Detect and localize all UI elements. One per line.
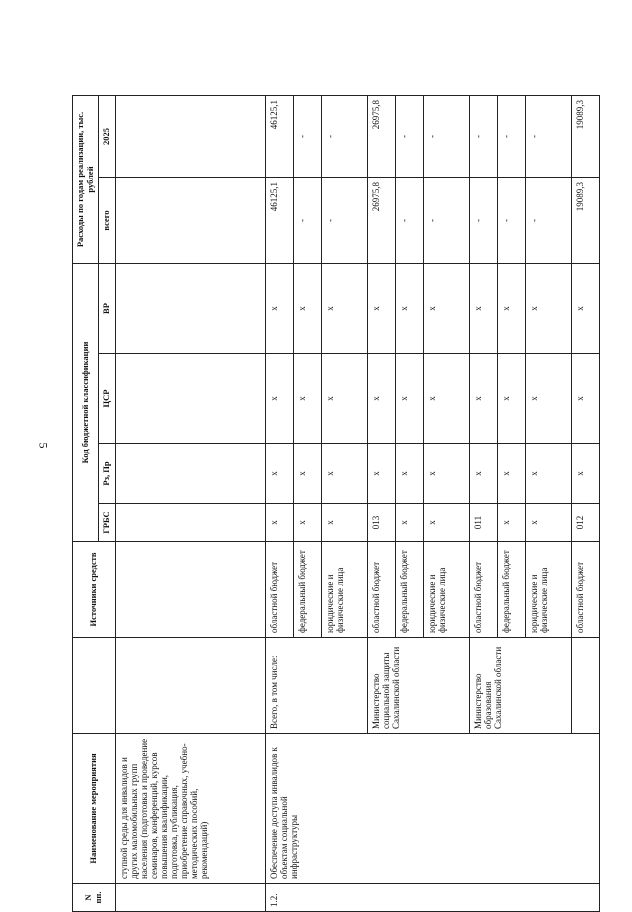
year-cell: 26975,8 xyxy=(367,96,395,178)
rotated-page xyxy=(72,100,632,912)
vr-cell: х xyxy=(293,264,321,354)
vr-cell: х xyxy=(322,264,367,354)
vr-cell: х xyxy=(424,264,469,354)
header-total: всего xyxy=(99,178,116,264)
year-cell: 19089,3 xyxy=(571,96,600,178)
header-source: Источники средств xyxy=(73,542,116,638)
grbs-cell: х xyxy=(424,504,469,542)
csr-cell: х xyxy=(497,354,525,444)
total-cell: 26975,8 xyxy=(367,178,395,264)
grbs-cell: х xyxy=(293,504,321,542)
vr-cell: х xyxy=(571,264,600,354)
rzpr-cell: х xyxy=(424,444,469,504)
grbs-cell: х xyxy=(322,504,367,542)
cont-num-cell xyxy=(115,884,265,912)
year-cell: - xyxy=(395,96,423,178)
header-vr: ВР xyxy=(99,264,116,354)
total-cell: - xyxy=(497,178,525,264)
source-cell: федеральный бюджет xyxy=(497,542,525,638)
grbs-cell: 013 xyxy=(367,504,395,542)
source-cell: областной бюджет xyxy=(571,542,600,638)
csr-cell: х xyxy=(424,354,469,444)
table-row xyxy=(265,96,293,912)
document-page xyxy=(72,96,600,912)
grbs-cell: х xyxy=(497,504,525,542)
vr-cell: х xyxy=(367,264,395,354)
year-cell: - xyxy=(497,96,525,178)
grbs-cell: х xyxy=(395,504,423,542)
rzpr-cell: х xyxy=(265,444,293,504)
total-cell: - xyxy=(293,178,321,264)
grbs-cell: 011 xyxy=(469,504,497,542)
total-cell: - xyxy=(469,178,497,264)
total-cell: - xyxy=(424,178,469,264)
page-number: 5 xyxy=(36,442,51,449)
source-cell: федеральный бюджет xyxy=(293,542,321,638)
rzpr-cell: х xyxy=(322,444,367,504)
csr-cell: х xyxy=(265,354,293,444)
source-cell: областной бюджет xyxy=(469,542,497,638)
csr-cell: х xyxy=(322,354,367,444)
header-rzpr: Рз, Пр xyxy=(99,444,116,504)
rzpr-cell: х xyxy=(395,444,423,504)
item-event: Обеспечение доступа инвалидов к объектам социальной инфраструктуры xyxy=(265,734,599,884)
csr-cell: х xyxy=(571,354,600,444)
cont-event-cell: ступной среды для инвалидов и других маломобильных групп населения (подготовка и проведение семинаров, конференций, курсов повышения квалификации, подготовка, публикация, приобретение справочных, учебно-методических пособий, рекомендаций) xyxy=(115,734,265,884)
source-cell: областной бюджет xyxy=(367,542,395,638)
vr-cell: х xyxy=(469,264,497,354)
total-cell: 19089,3 xyxy=(571,178,600,264)
csr-cell: х xyxy=(469,354,497,444)
grbs-cell: 012 xyxy=(571,504,600,542)
header-csr: ЦСР xyxy=(99,354,116,444)
header-event: Наименование мероприятия xyxy=(73,734,116,884)
source-cell: юридические и физические лица xyxy=(424,542,469,638)
rzpr-cell: х xyxy=(526,444,571,504)
rzpr-cell: х xyxy=(497,444,525,504)
year-cell: - xyxy=(293,96,321,178)
vr-cell: х xyxy=(265,264,293,354)
vr-cell: х xyxy=(395,264,423,354)
executor-cell xyxy=(571,638,600,734)
source-cell: юридические и физические лица xyxy=(526,542,571,638)
header-row-1 xyxy=(73,96,99,912)
header-year: 2025 xyxy=(99,96,116,178)
executor-cell: Министерство социальной защиты Сахалинской области xyxy=(367,638,469,734)
executor-cell: Министерство образования Сахалинской области xyxy=(469,638,571,734)
csr-cell: х xyxy=(526,354,571,444)
year-cell: - xyxy=(526,96,571,178)
source-cell: юридические и физические лица xyxy=(322,542,367,638)
year-cell: - xyxy=(424,96,469,178)
header-grbs: ГРБС xyxy=(99,504,116,542)
expenses-table xyxy=(72,95,600,912)
rzpr-cell: х xyxy=(293,444,321,504)
vr-cell: х xyxy=(497,264,525,354)
total-cell: - xyxy=(322,178,367,264)
continuation-row xyxy=(115,96,265,912)
rzpr-cell: х xyxy=(571,444,600,504)
rzpr-cell: х xyxy=(469,444,497,504)
vr-cell: х xyxy=(526,264,571,354)
year-cell: - xyxy=(469,96,497,178)
grbs-cell: х xyxy=(265,504,293,542)
csr-cell: х xyxy=(395,354,423,444)
total-cell: - xyxy=(526,178,571,264)
year-cell: 46125,1 xyxy=(265,96,293,178)
source-cell: областной бюджет xyxy=(265,542,293,638)
csr-cell: х xyxy=(293,354,321,444)
total-cell: 46125,1 xyxy=(265,178,293,264)
header-budget-code: Код бюджетной классификации xyxy=(73,264,99,542)
header-num: N пп. xyxy=(73,884,116,912)
total-cell: - xyxy=(395,178,423,264)
header-expenses: Расходы по годам реализации, тыс. рублей xyxy=(73,96,99,264)
grbs-cell: х xyxy=(526,504,571,542)
executor-cell: Всего, в том числе: xyxy=(265,638,367,734)
rzpr-cell: х xyxy=(367,444,395,504)
csr-cell: х xyxy=(367,354,395,444)
source-cell: федеральный бюджет xyxy=(395,542,423,638)
item-num: 1.2. xyxy=(265,884,599,912)
header-executor xyxy=(73,638,116,734)
year-cell: - xyxy=(322,96,367,178)
